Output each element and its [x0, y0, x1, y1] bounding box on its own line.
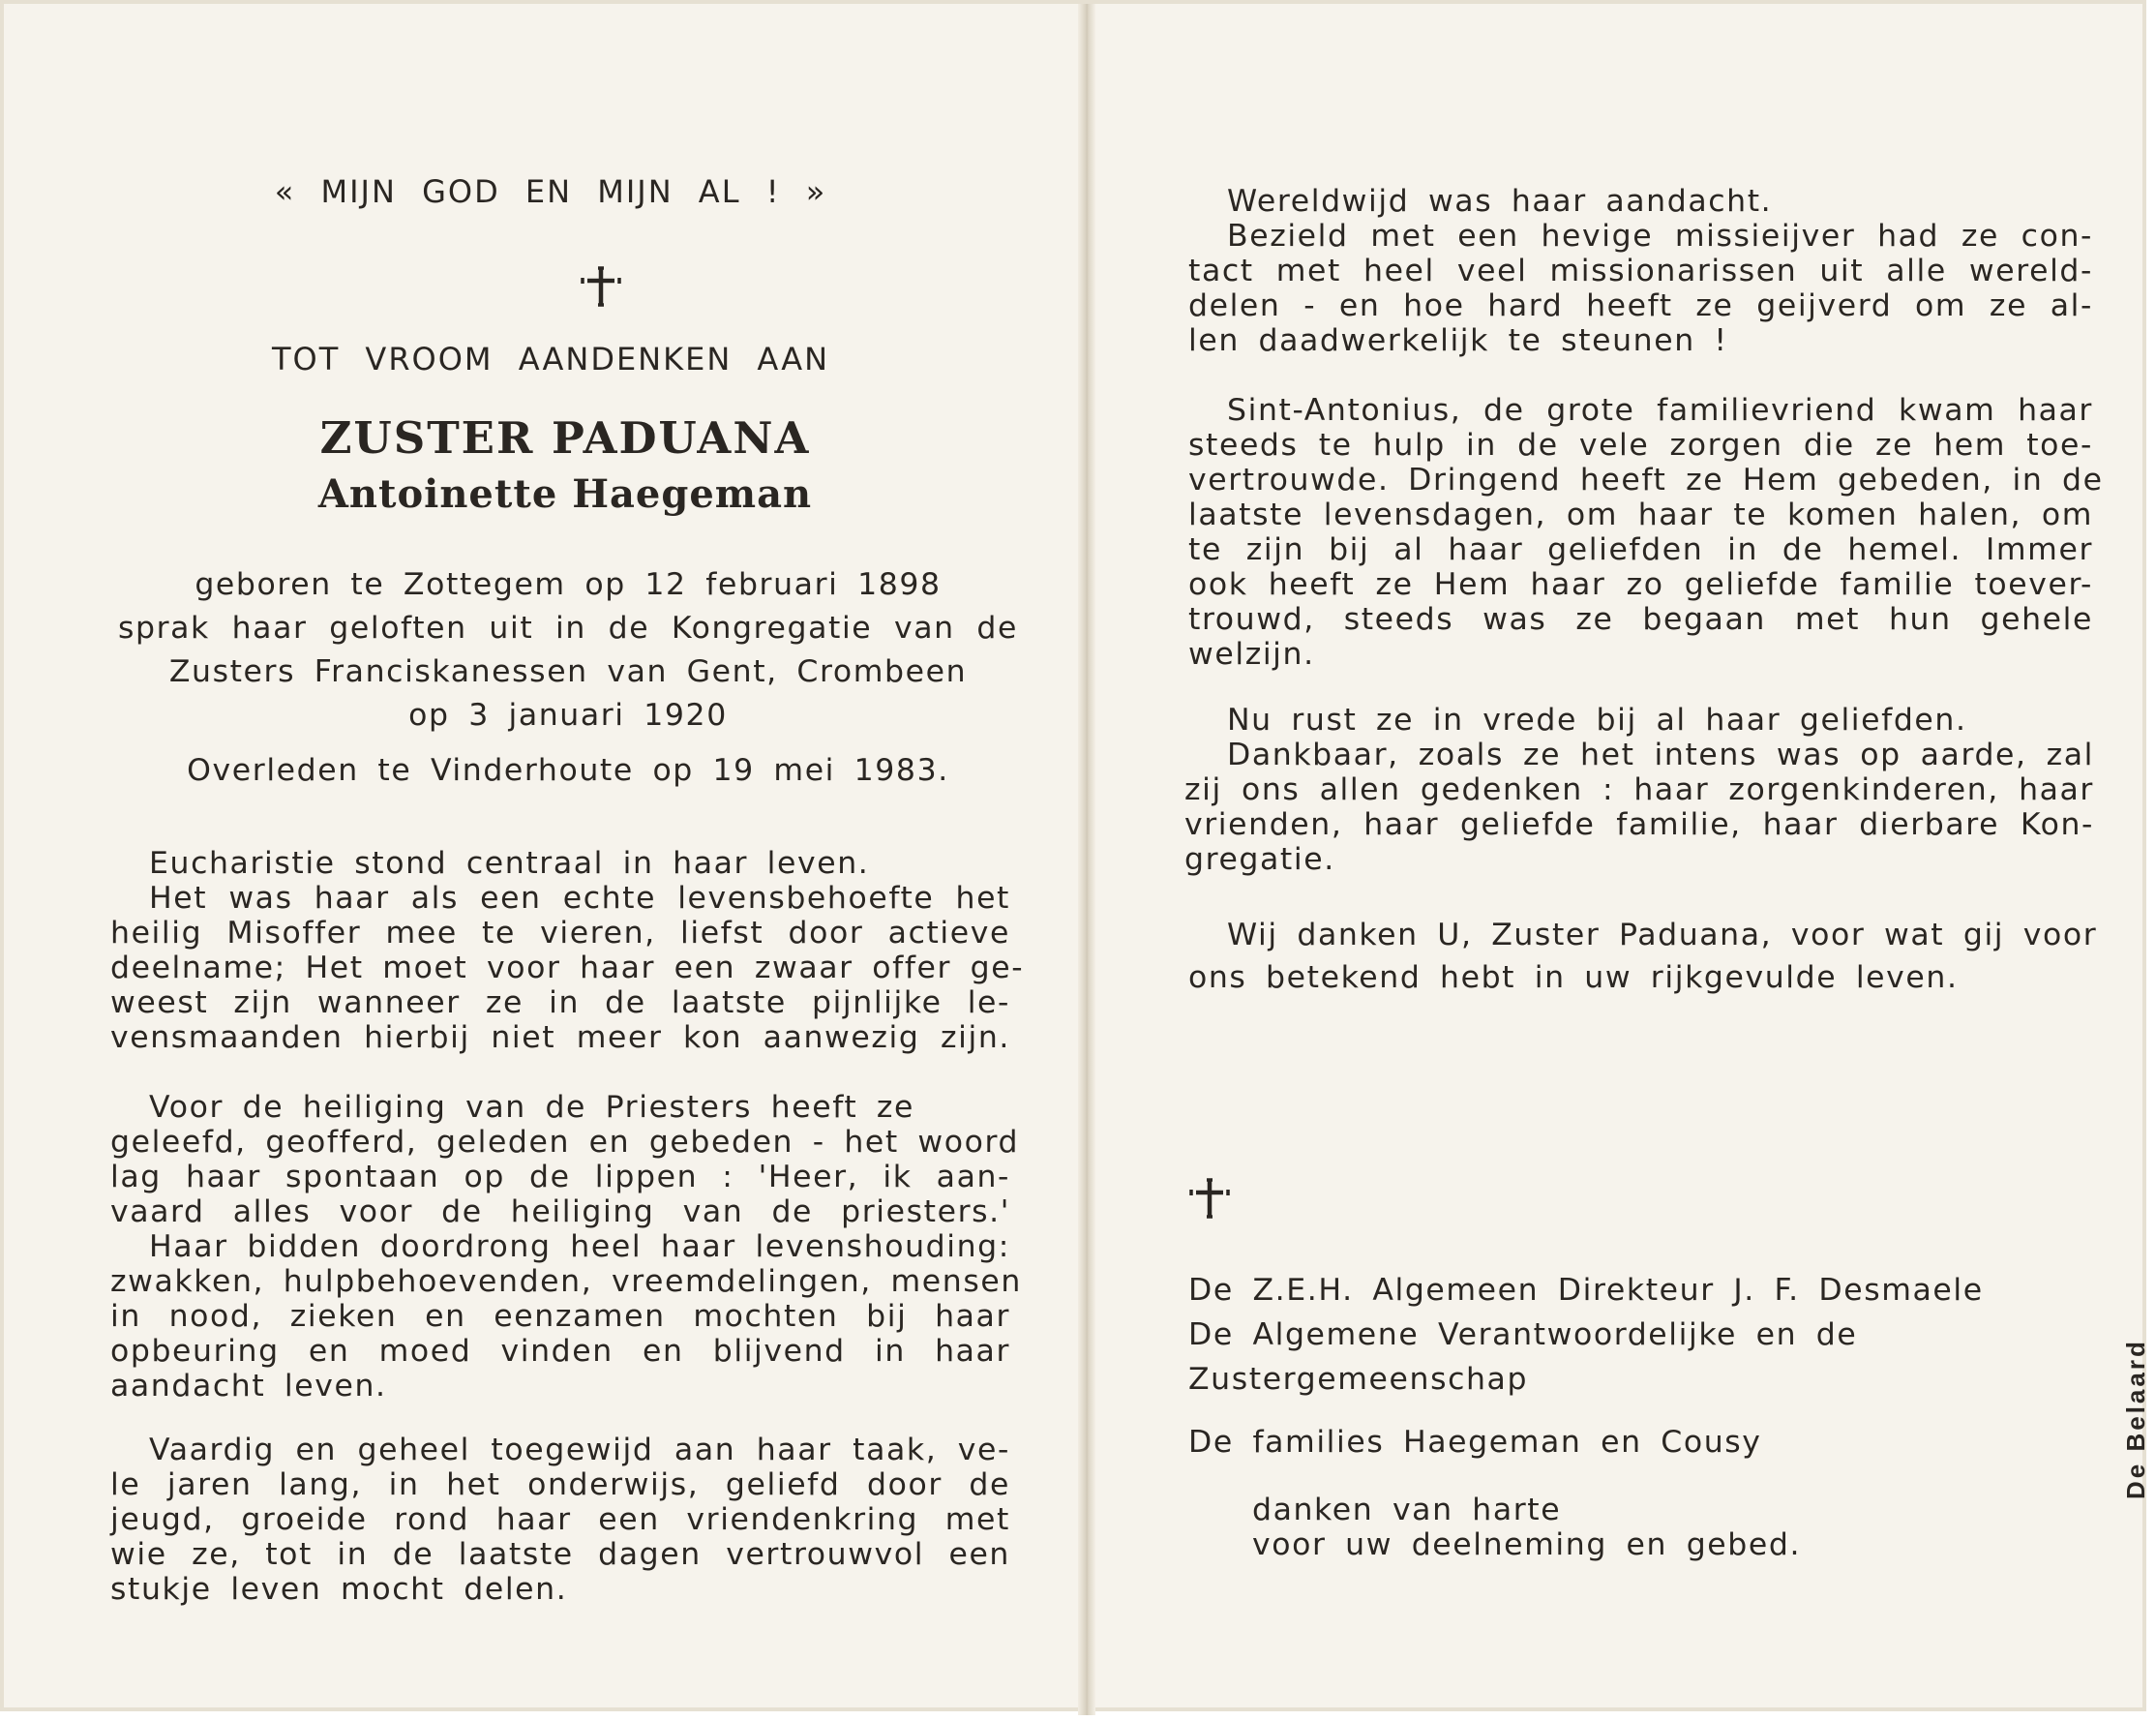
signatory-line: De Algemene Verantwoordelijke en de	[1188, 1317, 1858, 1352]
text-line: Wereldwijd was haar aandacht.	[1227, 184, 1773, 219]
text-line: te zijn bij al haar geliefden in de hemel. Immer	[1188, 532, 2093, 567]
paragraph-teaching	[110, 1433, 1010, 1607]
text-line: Sint-Antonius, de grote familievriend kwam haar	[1227, 393, 2093, 428]
left-page	[4, 4, 1078, 1715]
text-line: Het was haar als een echte levensbehoefte het	[149, 881, 1010, 916]
families	[1188, 1425, 2098, 1460]
text-line: le jaren lang, in het onderwijs, geliefd door de	[110, 1467, 1010, 1502]
text-line: tact met heel veel missionarissen uit alle wereld-	[1188, 254, 2093, 288]
text-line: lag haar spontaan op de lippen : 'Heer, ik aan-	[110, 1160, 1010, 1194]
signatory-line: Zustergemeenschap	[1188, 1362, 1529, 1397]
printer-mark: De Belaard	[2121, 1339, 2150, 1499]
paragraph-thanks	[1188, 914, 2098, 999]
text-line: vrienden, haar geliefde familie, haar dierbare Kon-	[1184, 807, 2094, 842]
text-line: vertrouwde. Dringend heeft ze Hem gebeden, in de	[1188, 463, 2104, 498]
thanks	[1252, 1493, 2084, 1562]
biography	[118, 563, 1018, 793]
paragraph-missions	[1188, 184, 2093, 358]
text-line: jeugd, groeide rond haar een vriendenkring met	[110, 1502, 1010, 1537]
text-line: vaard alles voor de heiliging van de priesters.'	[110, 1194, 1010, 1229]
motto: « MIJN GOD EN MIJN AL ! »	[274, 173, 827, 210]
text-line: welzijn.	[1188, 637, 1315, 672]
bio-line: Zusters Franciskanessen van Gent, Crombeen	[168, 654, 968, 689]
cross-icon	[1188, 1177, 1231, 1220]
bio-line: geboren te Zottegem op 12 februari 1898	[195, 567, 942, 602]
thanks-line: danken van harte	[1252, 1493, 1562, 1527]
text-line: len daadwerkelijk te steunen !	[1188, 323, 1728, 358]
religious-name: ZUSTER PADUANA	[319, 412, 811, 464]
paragraph-priests	[110, 1090, 1022, 1404]
right-page	[1095, 4, 2150, 1715]
text-line: ons betekend hebt in uw rijkgevulde leven.	[1188, 960, 1959, 995]
text-line: vensmaanden hierbij niet meer kon aanwezig zijn.	[110, 1020, 1010, 1055]
text-line: Wij danken U, Zuster Paduana, voor wat gij voor	[1227, 918, 2098, 952]
civil-name: Antoinette Haegeman	[317, 471, 813, 517]
text-line: Nu rust ze in vrede bij al haar geliefden.	[1227, 703, 1967, 738]
card-fold	[1078, 4, 1095, 1715]
text-line: trouwd, steeds was ze begaan met hun gehele	[1188, 602, 2093, 637]
text-line: weest zijn wanneer ze in de laatste pijnlijke le-	[110, 985, 1010, 1020]
paragraph-rest	[1184, 703, 2094, 877]
text-line: deelname; Het moet voor haar een zwaar offer ge-	[110, 951, 1025, 985]
text-line: Voor de heiliging van de Priesters heeft ze	[149, 1090, 915, 1125]
text-line: gregatie.	[1184, 842, 1335, 877]
text-line: Haar bidden doordrong heel haar levenshouding:	[149, 1229, 1010, 1264]
bio-line: sprak haar geloften uit in de Kongregatie van de	[118, 611, 1018, 646]
text-line: steeds te hulp in de vele zorgen die ze hem toe-	[1188, 428, 2093, 463]
signatories	[1188, 1268, 2098, 1402]
text-line: zwakken, hulpbehoevenden, vreemdelingen, mensen	[110, 1264, 1022, 1299]
families-line: De families Haegeman en Cousy	[1188, 1425, 1762, 1460]
text-line: zij ons allen gedenken : haar zorgenkinderen, haar	[1184, 772, 2094, 807]
bio-line: op 3 januari 1920	[408, 698, 728, 733]
text-line: opbeuring en moed vinden en blijvend in haar	[110, 1334, 1010, 1369]
text-line: delen - en hoe hard heeft ze geijverd om ze al-	[1188, 288, 2093, 323]
text-line: in nood, zieken en eenzamen mochten bij haar	[110, 1299, 1010, 1334]
intro-line: TOT VROOM AANDENKEN AAN	[271, 341, 830, 377]
text-line: heilig Misoffer mee te vieren, liefst door actieve	[110, 916, 1010, 951]
text-line: stukje leven mocht delen.	[110, 1572, 568, 1607]
text-line: aandacht leven.	[110, 1369, 387, 1404]
signatory-line: De Z.E.H. Algemeen Direkteur J. F. Desmaele	[1188, 1273, 1984, 1308]
text-line: Vaardig en geheel toegewijd aan haar taak, ve-	[149, 1433, 1010, 1467]
text-line: wie ze, tot in de laatste dagen vertrouwvol een	[110, 1537, 1010, 1572]
text-line: ook heeft ze Hem haar zo geliefde familie toever-	[1188, 567, 2093, 602]
thanks-line: voor uw deelneming en gebed.	[1252, 1527, 1802, 1562]
text-line: Eucharistie stond centraal in haar leven.	[149, 846, 870, 881]
text-line: Dankbaar, zoals ze het intens was op aarde, zal	[1227, 738, 2094, 772]
paragraph-antonius	[1188, 393, 2104, 672]
cross-icon	[580, 265, 622, 308]
text-line: laatste levensdagen, om haar te komen halen, om	[1188, 498, 2093, 532]
text-line: Bezield met een hevige missieijver had ze con-	[1227, 219, 2093, 254]
paragraph-eucharist	[110, 846, 1025, 1055]
text-line: geleefd, geofferd, geleden en gebeden - het woord	[110, 1125, 1020, 1160]
bio-line: Overleden te Vinderhoute op 19 mei 1983.	[187, 753, 949, 788]
